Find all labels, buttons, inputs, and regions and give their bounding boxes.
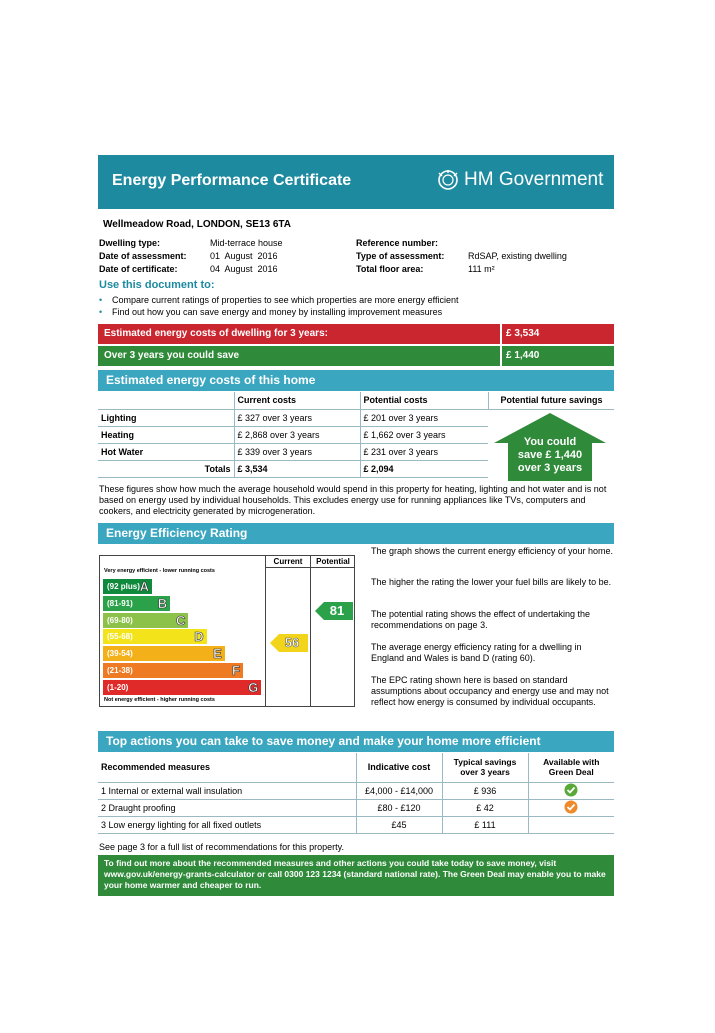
inefficient-note: Not energy efficient - higher running costs: [104, 697, 215, 703]
col-current-costs: Current costs: [234, 392, 360, 409]
footer-info-bar: [98, 855, 614, 896]
chart-divider: [265, 555, 266, 707]
table-row: [98, 443, 488, 460]
certificate-date-value: 04 August 2016: [210, 264, 278, 274]
band-letter: E: [213, 646, 222, 662]
band-letter: B: [157, 595, 168, 611]
floor-area-value: 111 m²: [468, 264, 495, 274]
assessment-date-value: 01 August 2016: [210, 251, 278, 261]
rating-paragraph: The potential rating shows the effect of undertaking the recommendations on page 3.: [371, 609, 590, 630]
savings-value-box: [502, 346, 614, 366]
row-name: Lighting: [98, 409, 234, 426]
rating-band-g: [103, 680, 261, 695]
table-row: [98, 409, 488, 426]
chart-divider: [310, 555, 311, 707]
measure-saving: £ 936: [442, 782, 528, 799]
dwelling-type-label: Dwelling type:: [99, 238, 161, 248]
efficient-note: Very energy efficient - lower running costs: [104, 568, 215, 574]
col-indicative-cost: Indicative cost: [356, 753, 442, 782]
arrow-line-3: over 3 years: [517, 462, 583, 474]
green-deal-cell: [528, 782, 614, 799]
estimated-costs-bar: [98, 324, 500, 344]
costs-table: [98, 392, 488, 478]
green-deal-cell: [528, 799, 614, 816]
hm-government-logo: [436, 169, 603, 191]
savings-arrow-text: [508, 436, 592, 475]
assessment-date-label: Date of assessment:: [99, 251, 187, 261]
measure-cost: £80 - £120: [356, 799, 442, 816]
col-current-rating: Current: [273, 557, 303, 566]
see-page-note: See page 3 for a full list of recommendations for this property.: [99, 842, 344, 852]
band-letter: A: [139, 579, 149, 594]
col-green-deal: [528, 753, 614, 782]
orange-tick-icon: [564, 800, 578, 814]
totals-current: £ 3,534: [234, 460, 360, 477]
totals-row: [98, 460, 488, 477]
actions-table: [98, 753, 614, 834]
potential-rating-value: 81: [329, 603, 345, 618]
totals-potential: £ 2,094: [360, 460, 488, 477]
measure-name: 3 Low energy lighting for all fixed outlets: [98, 816, 356, 833]
measure-saving: £ 42: [442, 799, 528, 816]
band-range: (92 plus): [107, 582, 140, 591]
hm-government-text: HM Government: [464, 169, 604, 190]
use-document-bullet: Compare current ratings of properties to see which properties are more energy efficient: [112, 295, 459, 305]
table-row: [98, 426, 488, 443]
row-potential: £ 1,662 over 3 years: [360, 426, 488, 443]
savings-bar: [98, 346, 500, 366]
dwelling-type-value: Mid-terrace house: [210, 238, 283, 248]
arrow-line-1: You could: [523, 436, 577, 448]
rating-paragraph: The EPC rating shown here is based on standard assumptions about occupancy and energy use and may not reflect how energy is consumed by individual occupants.: [371, 675, 609, 707]
col-typical-savings-line2: over 3 years: [460, 767, 510, 778]
rating-band-b: [103, 596, 170, 611]
green-deal-cell: [528, 816, 614, 833]
col-potential-costs: Potential costs: [360, 392, 488, 409]
estimated-costs-value-box: [502, 324, 614, 344]
totals-label: Totals: [98, 460, 234, 477]
band-range: (55-68): [107, 632, 133, 642]
savings-label: Over 3 years you could save: [104, 350, 240, 361]
costs-note: These figures show how much the average household would spend in this property for heating, lighting and hot water and is not based on energy used by individual households. This excludes energy use for running appliances like TVs, computers and cookers, and electricity generated by microgeneration.: [99, 484, 607, 516]
rating-section-heading: [98, 523, 614, 544]
col-future-savings: Potential future savings: [488, 392, 614, 410]
rating-section-title: Energy Efficiency Rating: [106, 526, 248, 540]
band-range: (81-91): [107, 598, 133, 608]
measure-saving: £ 111: [442, 816, 528, 833]
savings-value: £ 1,440: [506, 350, 540, 361]
col-typical-savings-line1: Typical savings: [453, 757, 517, 768]
actions-section-title: Top actions you can take to save money and make your home more efficient: [106, 734, 541, 748]
band-letter: G: [248, 679, 259, 695]
band-range: (1-20): [107, 682, 129, 692]
bullet-icon: •: [99, 307, 103, 317]
col-typical-savings: [442, 753, 528, 782]
assessment-type-value: RdSAP, existing dwelling: [468, 251, 567, 261]
certificate-header: [98, 155, 614, 209]
reference-label: Reference number:: [356, 238, 439, 248]
rating-band-d: [103, 629, 207, 644]
rating-band-c: [103, 613, 188, 628]
property-address: Wellmeadow Road, LONDON, SE13 6TA: [103, 219, 291, 230]
costs-section-title: Estimated energy costs of this home: [106, 373, 316, 387]
measure-name: 1 Internal or external wall insulation: [98, 782, 356, 799]
band-range: (69-80): [107, 615, 133, 625]
col-green-deal-line2: Green Deal: [548, 767, 594, 778]
footer-info-text: To find out more about the recommended measures and other actions you could take today to save money, visit www.gov.uk/energy-grants-calculator or call 0300 123 1234 (standard national rate). The Green Deal may enable you to make your home warmer and cheaper to run.: [104, 858, 606, 890]
rating-band-a: [103, 579, 152, 594]
band-range: (21-38): [107, 666, 133, 675]
current-rating-value: 56: [284, 635, 300, 650]
table-row: [98, 782, 614, 799]
chart-divider: [265, 567, 355, 568]
band-letter: C: [176, 612, 186, 628]
row-potential: £ 201 over 3 years: [360, 409, 488, 426]
estimated-costs-label: Estimated energy costs of dwelling for 3 years:: [104, 328, 328, 339]
rating-band-f: [103, 663, 243, 678]
certificate-date-label: Date of certificate:: [99, 264, 178, 274]
band-range: (39-54): [107, 649, 133, 659]
row-potential: £ 231 over 3 years: [360, 443, 488, 460]
row-current: £ 327 over 3 years: [234, 409, 360, 426]
certificate-title: Energy Performance Certificate: [112, 172, 352, 189]
col-green-deal-line1: Available with: [543, 757, 600, 768]
measure-cost: £4,000 - £14,000: [356, 782, 442, 799]
use-document-heading: Use this document to:: [99, 279, 215, 291]
table-row: [98, 799, 614, 816]
rating-paragraph: The average energy efficiency rating for a dwelling in England and Wales is band D (rating 60).: [371, 642, 582, 663]
row-name: Hot Water: [98, 443, 234, 460]
row-current: £ 339 over 3 years: [234, 443, 360, 460]
row-current: £ 2,868 over 3 years: [234, 426, 360, 443]
green-tick-icon: [564, 783, 578, 797]
measure-cost: £45: [356, 816, 442, 833]
estimated-costs-value: £ 3,534: [506, 328, 540, 339]
rating-paragraph: The higher the rating the lower your fuel bills are likely to be.: [371, 577, 612, 587]
use-document-bullet: Find out how you can save energy and money by installing improvement measures: [112, 307, 443, 317]
assessment-type-label: Type of assessment:: [356, 251, 445, 261]
col-potential-rating: Potential: [316, 557, 350, 566]
row-name: Heating: [98, 426, 234, 443]
band-letter: F: [232, 663, 240, 678]
costs-section-heading: [98, 370, 614, 391]
col-recommended-measures: Recommended measures: [98, 753, 356, 782]
measure-name: 2 Draught proofing: [98, 799, 356, 816]
arrow-line-2: save £ 1,440: [517, 449, 583, 461]
rating-paragraph: The graph shows the current energy efficiency of your home.: [371, 546, 613, 556]
bullet-icon: •: [99, 295, 103, 305]
actions-section-heading: [98, 731, 614, 752]
floor-area-label: Total floor area:: [356, 264, 424, 274]
rating-band-e: [103, 646, 225, 661]
royal-crest-icon: [436, 169, 460, 191]
band-letter: D: [194, 629, 204, 645]
table-row: [98, 816, 614, 833]
